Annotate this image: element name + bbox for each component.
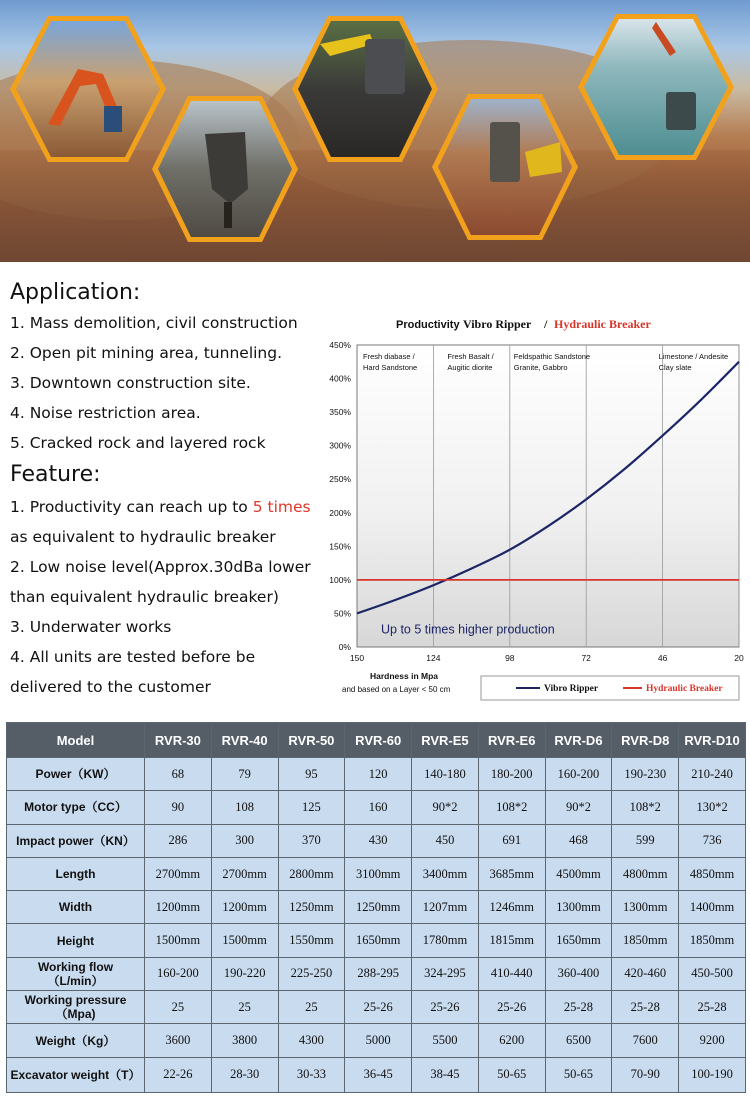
- productivity-chart-svg: [320, 312, 750, 712]
- table-cell: 324-295: [412, 957, 479, 990]
- chart-title-series-2: Hydraulic Breaker: [554, 317, 651, 331]
- table-cell: 3800: [211, 1024, 278, 1057]
- legend-hydraulic-breaker-label: Hydraulic Breaker: [646, 684, 723, 694]
- table-cell: 6200: [478, 1024, 545, 1057]
- rock-ripper-photo: [430, 92, 580, 242]
- table-cell: 160-200: [545, 758, 612, 791]
- table-row: [7, 758, 746, 791]
- table-cell: 410-440: [478, 957, 545, 990]
- table-cell: 25-28: [612, 991, 679, 1024]
- table-row: [7, 1057, 746, 1092]
- ripper-photo: [290, 14, 440, 164]
- table-cell: 108*2: [612, 791, 679, 824]
- feature-item: 3. Underwater works: [10, 618, 172, 636]
- x-tick-label: 20: [734, 653, 744, 663]
- table-cell: 38-45: [412, 1057, 479, 1092]
- table-cell: 5000: [345, 1024, 412, 1057]
- table-cell: 1850mm: [679, 924, 746, 957]
- y-tick-label: 350%: [329, 407, 351, 418]
- table-cell: 120: [345, 758, 412, 791]
- table-cell: 3685mm: [478, 857, 545, 890]
- rock-zone-label: Augitic diorite: [447, 363, 493, 372]
- table-cell: 1780mm: [412, 924, 479, 957]
- table-cell: 36-45: [345, 1057, 412, 1092]
- table-header-cell: RVR-50: [278, 723, 345, 758]
- table-cell: 108: [211, 791, 278, 824]
- rock-zone-label: Fresh Basalt /: [447, 352, 494, 361]
- table-cell: 125: [278, 791, 345, 824]
- table-header-cell: RVR-60: [345, 723, 412, 758]
- table-cell: 1550mm: [278, 924, 345, 957]
- table-cell: 4300: [278, 1024, 345, 1057]
- table-cell: 95: [278, 758, 345, 791]
- feature-highlight: 5 times: [252, 498, 311, 516]
- row-label-cell: Working flow （L/min）: [7, 957, 145, 990]
- table-cell: 9200: [679, 1024, 746, 1057]
- y-tick-label: 50%: [333, 608, 351, 619]
- table-cell: 7600: [612, 1024, 679, 1057]
- row-label-cell: Height: [7, 924, 145, 957]
- chart-legend: [481, 676, 739, 700]
- y-tick-label: 300%: [329, 440, 351, 451]
- table-cell: 3100mm: [345, 857, 412, 890]
- table-cell: 1200mm: [211, 891, 278, 924]
- table-cell: 22-26: [145, 1057, 212, 1092]
- table-cell: 691: [478, 824, 545, 857]
- table-cell: 190-220: [211, 957, 278, 990]
- feature-item: 4. All units are tested before be: [10, 648, 256, 666]
- feature-item-continuation: delivered to the customer: [10, 678, 211, 696]
- rock-zone-label: Hard Sandstone: [363, 363, 418, 372]
- x-axis-note: and based on a Layer < 50 cm: [342, 685, 451, 694]
- table-header-cell: RVR-30: [145, 723, 212, 758]
- table-row: [7, 891, 746, 924]
- feature-item: 2. Low noise level(Approx.30dBa lower: [10, 558, 311, 576]
- x-axis-label: Hardness in Mpa: [370, 671, 439, 681]
- chart-title-prefix: Productivity: [396, 319, 460, 331]
- table-row: [7, 824, 746, 857]
- table-cell: 450: [412, 824, 479, 857]
- feature-heading: Feature:: [10, 462, 101, 487]
- application-item: 1. Mass demolition, civil construction: [10, 314, 298, 332]
- x-tick-label: 46: [657, 653, 668, 663]
- table-cell: 90*2: [545, 791, 612, 824]
- row-label-cell: Length: [7, 857, 145, 890]
- table-cell: 1300mm: [545, 891, 612, 924]
- table-header-cell: RVR-D8: [612, 723, 679, 758]
- row-label-cell: Power（KW）: [7, 758, 145, 791]
- table-header-cell: Model: [7, 723, 145, 758]
- table-cell: 90: [145, 791, 212, 824]
- y-tick-label: 0%: [338, 642, 351, 652]
- table-cell: 3600: [145, 1024, 212, 1057]
- y-tick-label: 400%: [329, 373, 351, 384]
- table-cell: 160: [345, 791, 412, 824]
- table-cell: 30-33: [278, 1057, 345, 1092]
- table-cell: 6500: [545, 1024, 612, 1057]
- y-tick-label: 100%: [329, 574, 351, 585]
- table-cell: 1207mm: [412, 891, 479, 924]
- table-cell: 286: [145, 824, 212, 857]
- underwater-ripper-photo: [576, 12, 736, 162]
- table-cell: 140-180: [412, 758, 479, 791]
- excavator-hammer-photo: [8, 14, 168, 164]
- table-cell: 1500mm: [145, 924, 212, 957]
- table-header-cell: RVR-D6: [545, 723, 612, 758]
- row-label-cell: Weight（Kg）: [7, 1024, 145, 1057]
- application-heading: Application:: [10, 280, 141, 305]
- table-cell: 2700mm: [211, 857, 278, 890]
- y-tick-label: 200%: [329, 507, 351, 518]
- table-cell: 70-90: [612, 1057, 679, 1092]
- table-cell: 1650mm: [545, 924, 612, 957]
- table-cell: 4500mm: [545, 857, 612, 890]
- application-item: 3. Downtown construction site.: [10, 374, 251, 392]
- feature-item-continuation: as equivalent to hydraulic breaker: [10, 528, 276, 546]
- table-cell: 25-28: [545, 991, 612, 1024]
- ground-shape: [0, 150, 750, 262]
- y-tick-label: 150%: [329, 541, 351, 552]
- table-cell: 25-26: [478, 991, 545, 1024]
- table-header-cell: RVR-D10: [679, 723, 746, 758]
- rock-zone-label: Fresh diabase /: [363, 352, 415, 361]
- table-cell: 25: [211, 991, 278, 1024]
- table-cell: 210-240: [679, 758, 746, 791]
- table-cell: 25: [145, 991, 212, 1024]
- row-label-cell: Motor type（CC）: [7, 791, 145, 824]
- table-cell: 1850mm: [612, 924, 679, 957]
- table-header-row: [7, 723, 746, 758]
- table-cell: 79: [211, 758, 278, 791]
- table-header-cell: RVR-E6: [478, 723, 545, 758]
- table-cell: 225-250: [278, 957, 345, 990]
- application-item: 4. Noise restriction area.: [10, 404, 201, 422]
- table-cell: 430: [345, 824, 412, 857]
- application-item: 2. Open pit mining area, tunneling.: [10, 344, 283, 362]
- table-cell: 25: [278, 991, 345, 1024]
- table-cell: 1250mm: [345, 891, 412, 924]
- table-cell: 736: [679, 824, 746, 857]
- table-cell: 130*2: [679, 791, 746, 824]
- table-cell: 1400mm: [679, 891, 746, 924]
- table-row: [7, 791, 746, 824]
- table-row: [7, 857, 746, 890]
- table-cell: 90*2: [412, 791, 479, 824]
- rock-zone-label: Limestone / Andesite: [658, 352, 729, 361]
- row-label-cell: Working pressure （Mpa): [7, 991, 145, 1024]
- x-tick-label: 124: [426, 653, 441, 663]
- legend-vibro-ripper-label: Vibro Ripper: [544, 684, 599, 694]
- table-cell: 3400mm: [412, 857, 479, 890]
- table-cell: 360-400: [545, 957, 612, 990]
- table-cell: 50-65: [478, 1057, 545, 1092]
- table-cell: 1815mm: [478, 924, 545, 957]
- table-header-cell: RVR-E5: [412, 723, 479, 758]
- table-cell: 190-230: [612, 758, 679, 791]
- table-cell: 1200mm: [145, 891, 212, 924]
- feature-item-continuation: than equivalent hydraulic breaker): [10, 588, 279, 606]
- table-cell: 108*2: [478, 791, 545, 824]
- table-cell: 468: [545, 824, 612, 857]
- table-cell: 370: [278, 824, 345, 857]
- x-tick-label: 98: [505, 653, 515, 663]
- table-cell: 5500: [412, 1024, 479, 1057]
- table-cell: 50-65: [545, 1057, 612, 1092]
- table-header-cell: RVR-40: [211, 723, 278, 758]
- chart-title-series-1: Vibro Ripper: [463, 317, 532, 331]
- table-cell: 2700mm: [145, 857, 212, 890]
- productivity-chart: [320, 312, 750, 712]
- table-cell: 450-500: [679, 957, 746, 990]
- table-cell: 2800mm: [278, 857, 345, 890]
- row-label-cell: Excavator weight（T）: [7, 1057, 145, 1092]
- table-cell: 180-200: [478, 758, 545, 791]
- plot-area: [357, 345, 739, 647]
- y-tick-label: 250%: [329, 474, 351, 485]
- table-cell: 160-200: [145, 957, 212, 990]
- rock-zone-label: Granite, Gabbro: [513, 363, 568, 372]
- table-row: [7, 1024, 746, 1057]
- chart-title-separator: /: [544, 317, 548, 331]
- table-cell: 25-26: [412, 991, 479, 1024]
- table-cell: 288-295: [345, 957, 412, 990]
- table-cell: 4800mm: [612, 857, 679, 890]
- breaker-photo: [150, 94, 300, 244]
- table-cell: 1650mm: [345, 924, 412, 957]
- table-cell: 1300mm: [612, 891, 679, 924]
- y-tick-label: 450%: [329, 340, 351, 350]
- table-cell: 28-30: [211, 1057, 278, 1092]
- table-cell: 68: [145, 758, 212, 791]
- feature-item: [10, 498, 311, 516]
- row-label-cell: Impact power（KN）: [7, 824, 145, 857]
- specification-table: [6, 722, 746, 1093]
- table-row: [7, 957, 746, 990]
- table-cell: 300: [211, 824, 278, 857]
- chart-title: [396, 317, 651, 331]
- application-item: 5. Cracked rock and layered rock: [10, 434, 266, 452]
- table-cell: 25-28: [679, 991, 746, 1024]
- feature-item-text: 1. Productivity can reach up to: [10, 498, 253, 516]
- table-row: [7, 924, 746, 957]
- x-tick-label: 72: [581, 653, 591, 663]
- table-cell: 1250mm: [278, 891, 345, 924]
- table-cell: 1500mm: [211, 924, 278, 957]
- table-cell: 599: [612, 824, 679, 857]
- table-cell: 1246mm: [478, 891, 545, 924]
- table-cell: 420-460: [612, 957, 679, 990]
- row-label-cell: Width: [7, 891, 145, 924]
- banner-image: [0, 0, 750, 262]
- table-cell: 100-190: [679, 1057, 746, 1092]
- table-row: [7, 991, 746, 1024]
- rock-zone-label: Feldspathic Sandstone: [513, 352, 591, 361]
- chart-annotation: Up to 5 times higher production: [381, 622, 555, 637]
- table-cell: 4850mm: [679, 857, 746, 890]
- table-cell: 25-26: [345, 991, 412, 1024]
- rock-zone-label: Clay slate: [658, 363, 692, 372]
- x-tick-label: 150: [349, 653, 365, 663]
